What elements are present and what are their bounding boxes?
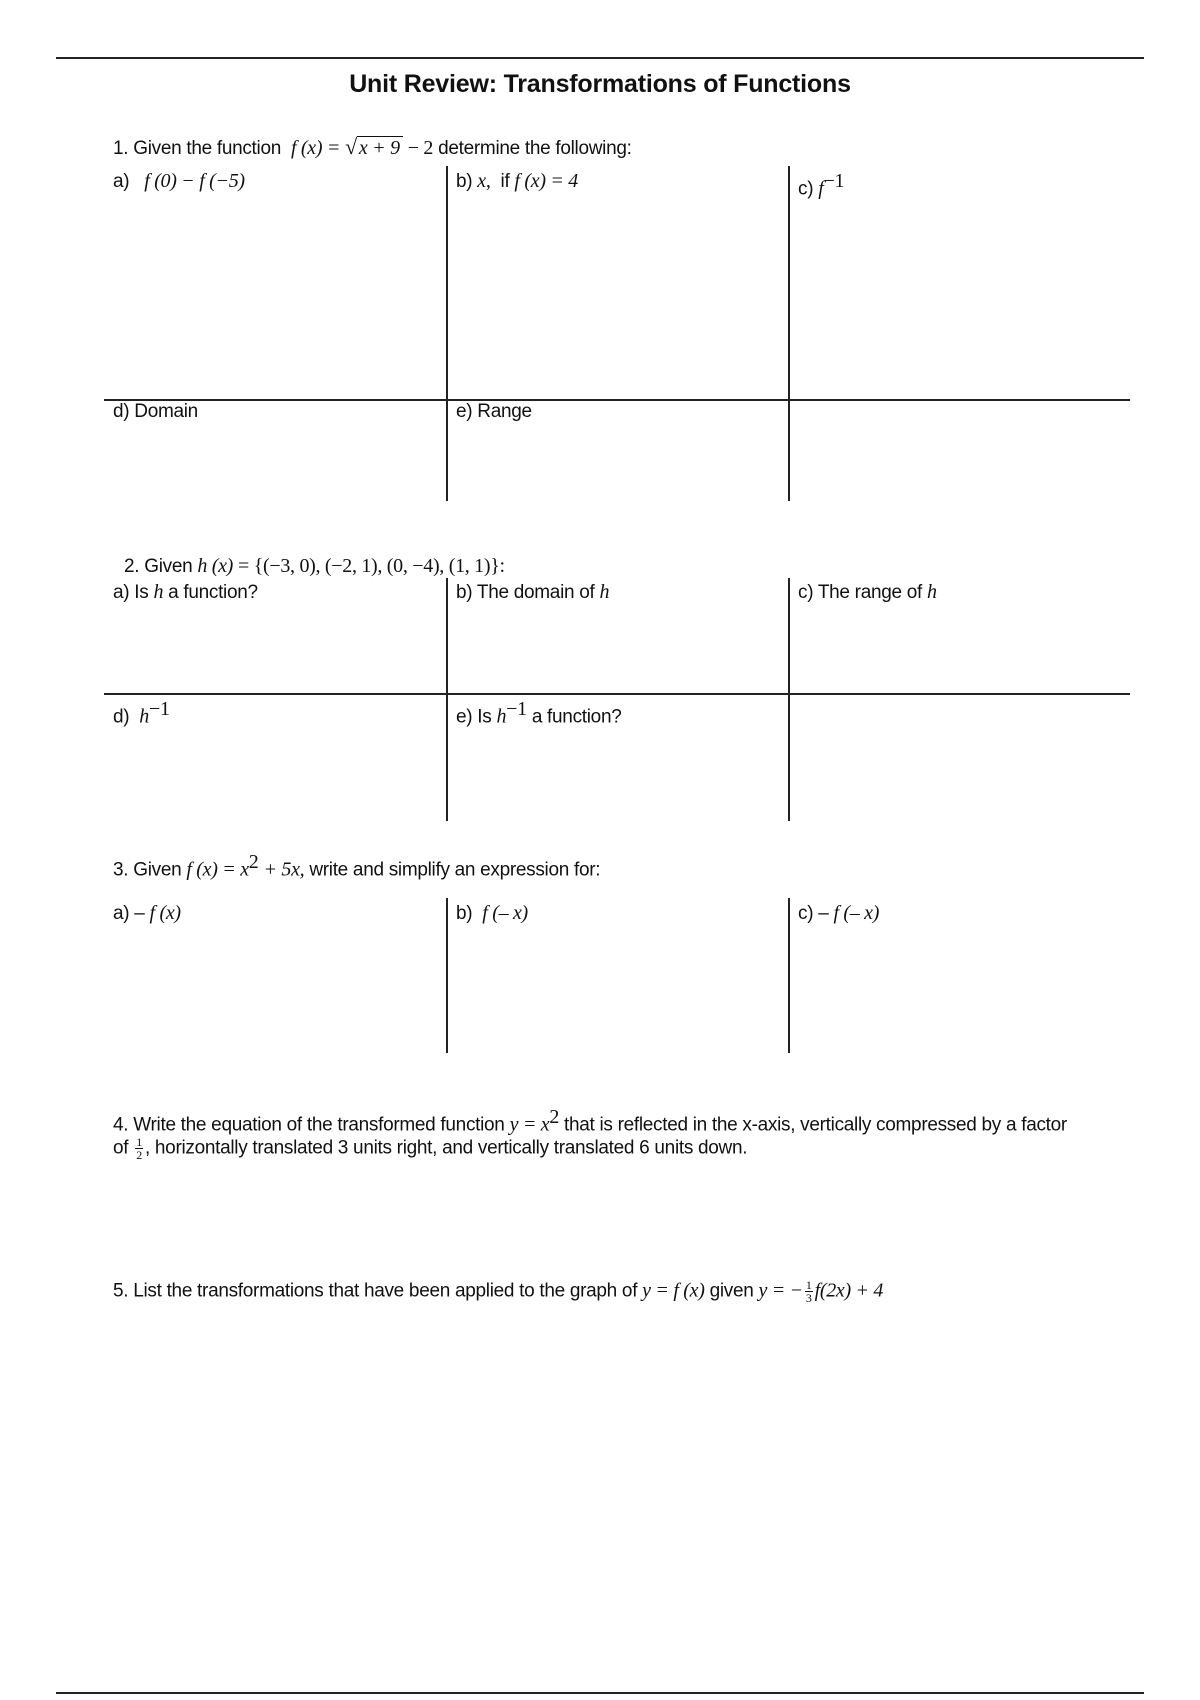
- q1-divider-2: [788, 166, 790, 501]
- q2d-exp: −1: [148, 698, 170, 720]
- q2b-pre: b) The domain of: [456, 582, 595, 603]
- q1-row-divider: [104, 399, 1130, 401]
- q3a-cell: [113, 902, 181, 925]
- q1c-cell: [798, 170, 844, 200]
- q2e-pre: e) Is: [456, 706, 492, 728]
- q5-eq1: y = f (x): [642, 1279, 705, 1302]
- q4-line1-end: that is reflected in the x-axis, vertically compressed by a factor: [564, 1114, 1067, 1136]
- q3-divider-1: [446, 898, 448, 1053]
- q2e-exp: −1: [506, 698, 527, 720]
- q4-comma: ,: [144, 1137, 150, 1159]
- q3a-label: a) –: [113, 903, 145, 924]
- q1-prompt: [113, 134, 632, 160]
- q1c-f: f: [818, 177, 824, 200]
- q4-of: of: [113, 1137, 129, 1159]
- q1a-label: a): [113, 171, 130, 192]
- q3-rest: + 5x,: [263, 858, 305, 881]
- q4-frac-den: 2: [136, 1148, 142, 1162]
- q3-prefix: 3. Given: [113, 859, 182, 881]
- q3c-label: c) –: [798, 903, 829, 924]
- q1-func-lhs: f (x) =: [290, 137, 341, 159]
- q1b-expr: f (x) = 4: [514, 170, 578, 192]
- q2d-cell: [113, 698, 170, 728]
- q4-frac-num: 1: [136, 1135, 142, 1149]
- page-title: Unit Review: Transformations of Functions: [349, 70, 851, 98]
- q1a-expr: f (0) − f (−5): [144, 170, 245, 192]
- q4-line-2: [113, 1136, 747, 1161]
- q2c-pre: c) The range of: [798, 582, 923, 603]
- q2c-cell: [798, 581, 937, 604]
- q2c-var: h: [927, 581, 937, 603]
- q3c-cell: [798, 902, 879, 925]
- q2d-label: d): [113, 706, 130, 728]
- q4-prefix: 4. Write the equation of the transformed function: [113, 1114, 505, 1136]
- q2e-cell: [456, 698, 621, 728]
- q2-set: = {(−3, 0), (−2, 1), (0, −4), (1, 1)}:: [238, 555, 505, 577]
- q3b-expr: f (– x): [482, 902, 528, 924]
- q4-exp: 2: [549, 1106, 560, 1128]
- q1-number: 1.: [113, 138, 129, 159]
- q2-divider-2: [788, 578, 790, 821]
- q2-divider-1: [446, 578, 448, 821]
- q2-func: h (x): [197, 555, 234, 577]
- q2b-var: h: [599, 581, 610, 603]
- top-rule: [56, 57, 1144, 59]
- sqrt-sign: √: [345, 134, 357, 159]
- q3-exp: 2: [248, 851, 259, 873]
- q2a-post: a function?: [168, 582, 258, 603]
- q1-prompt-start: Given the function: [133, 138, 281, 159]
- q1d-label: d) Domain: [113, 401, 198, 422]
- q1b-if: if: [500, 171, 510, 192]
- q2a-var: h: [153, 581, 164, 603]
- q5-given: given: [709, 1280, 754, 1302]
- q1a-cell: [113, 170, 245, 193]
- q4-eq: y = x: [509, 1113, 550, 1136]
- q5-prefix: 5. List the transformations that have been applied to the graph of: [113, 1280, 638, 1302]
- q2-prompt: [124, 555, 505, 578]
- q2-row-divider: [104, 693, 1130, 695]
- q2e-post: a function?: [531, 706, 622, 728]
- q2-prefix: 2. Given: [124, 556, 193, 577]
- q1-radicand: x + 9: [357, 136, 403, 159]
- q5-fraction: [805, 1279, 813, 1304]
- q5-frac-den: 3: [805, 1291, 812, 1305]
- q4-fraction: [135, 1136, 143, 1161]
- q1c-exp: −1: [823, 170, 845, 192]
- q5-prompt: [113, 1279, 883, 1304]
- q1b-var: x,: [477, 170, 491, 192]
- q1e-label: e) Range: [456, 401, 532, 422]
- q3-suffix: write and simplify an expression for:: [309, 859, 601, 881]
- q2a-cell: [113, 581, 258, 604]
- q5-eq2-post: f(2x) + 4: [814, 1279, 884, 1302]
- bottom-rule: [56, 1692, 1144, 1694]
- q2a-pre: a) Is: [113, 582, 149, 603]
- q1-prompt-end: determine the following:: [438, 138, 632, 159]
- q5-frac-num: 1: [805, 1278, 812, 1292]
- q3b-cell: [456, 902, 528, 925]
- q2d-var: h: [139, 705, 149, 728]
- q3-func: f (x) = x: [186, 858, 249, 881]
- q1-divider-1: [446, 166, 448, 501]
- q5-eq2-pre: y = −: [758, 1279, 803, 1302]
- q4-line-1: [113, 1106, 1067, 1136]
- q3-divider-2: [788, 898, 790, 1053]
- q1c-label: c): [798, 178, 814, 200]
- q1-func-tail: − 2: [407, 137, 434, 159]
- q1b-label: b): [456, 171, 473, 192]
- q2b-cell: [456, 581, 609, 604]
- q4-line2-end: horizontally translated 3 units right, and vertically translated 6 units down.: [154, 1137, 748, 1159]
- q3-prompt: [113, 851, 600, 881]
- q2e-var: h: [496, 705, 507, 728]
- q3b-label: b): [456, 903, 473, 924]
- q3a-expr: f (x): [149, 902, 181, 924]
- q1b-cell: [456, 170, 578, 193]
- q3c-expr: f (– x): [833, 902, 880, 924]
